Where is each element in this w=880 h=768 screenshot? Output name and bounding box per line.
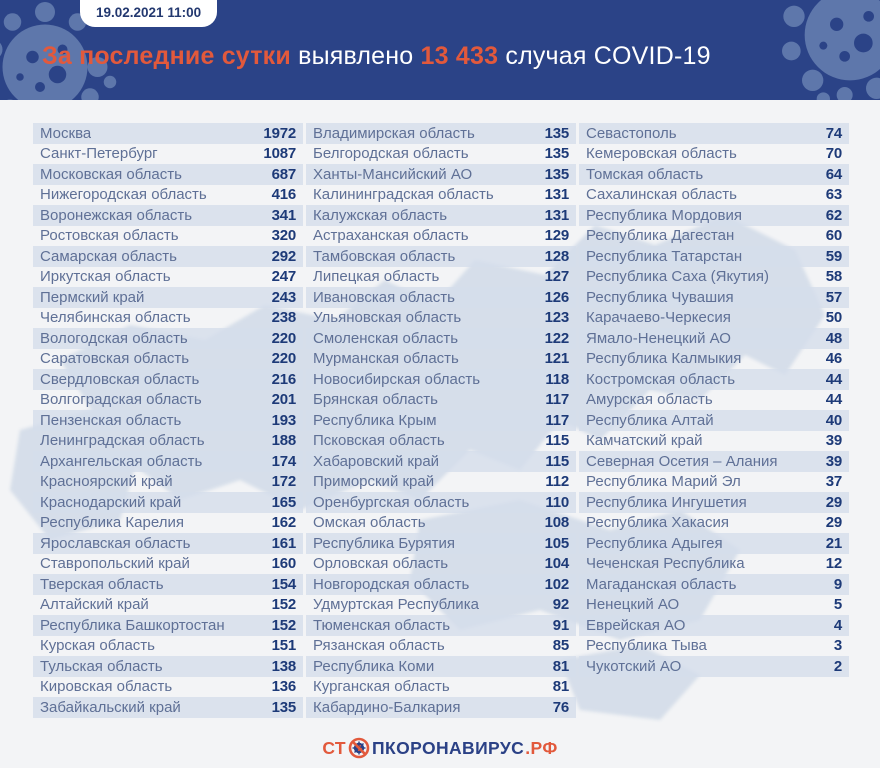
region-name: Республика Чувашия <box>586 288 734 306</box>
region-row <box>33 349 303 370</box>
region-row <box>33 144 303 165</box>
region-name: Северная Осетия – Алания <box>586 452 778 470</box>
region-value: 81 <box>552 657 569 675</box>
region-name: Рязанская область <box>313 637 445 655</box>
region-value: 160 <box>271 555 296 573</box>
region-row <box>306 390 576 411</box>
region-name: Воронежская область <box>40 206 193 224</box>
region-name: Республика Хакасия <box>586 514 730 532</box>
region-row <box>306 287 576 308</box>
region-name: Новосибирская область <box>313 370 481 388</box>
region-name: Кировская область <box>40 678 173 696</box>
region-value: 81 <box>552 678 569 696</box>
region-row <box>579 205 849 226</box>
region-row <box>33 677 303 698</box>
region-name: Чукотский АО <box>586 657 682 675</box>
region-value: 118 <box>545 370 569 388</box>
region-name: Магаданская область <box>586 575 737 593</box>
region-value: 44 <box>825 370 842 388</box>
region-name: Республика Бурятия <box>313 534 455 552</box>
region-value: 247 <box>271 268 296 286</box>
region-row <box>579 513 849 534</box>
region-row <box>306 451 576 472</box>
region-row <box>33 574 303 595</box>
region-row <box>306 205 576 226</box>
region-name: Томская область <box>586 165 704 183</box>
region-name: Астраханская область <box>313 227 469 245</box>
region-row <box>306 677 576 698</box>
region-row <box>579 595 849 616</box>
region-row <box>579 554 849 575</box>
region-value: 238 <box>271 309 296 327</box>
region-name: Архангельская область <box>40 452 203 470</box>
region-row <box>33 369 303 390</box>
stats-column <box>579 123 849 677</box>
region-row <box>306 267 576 288</box>
region-value: 1972 <box>263 124 296 142</box>
region-row <box>306 636 576 657</box>
footer <box>0 737 880 759</box>
region-value: 136 <box>271 678 296 696</box>
region-name: Иркутская область <box>40 268 171 286</box>
region-row <box>33 554 303 575</box>
region-name: Калужская область <box>313 206 448 224</box>
region-name: Республика Ингушетия <box>586 493 747 511</box>
region-row <box>33 164 303 185</box>
region-name: Республика Адыгея <box>586 534 723 552</box>
region-value: 131 <box>544 186 569 204</box>
region-name: Камчатский край <box>586 432 703 450</box>
region-name: Свердловская область <box>40 370 200 388</box>
page-title <box>42 42 862 71</box>
region-row <box>579 492 849 513</box>
region-value: 63 <box>825 186 842 204</box>
region-value: 91 <box>552 616 569 634</box>
region-row <box>33 185 303 206</box>
region-name: Республика Саха (Якутия) <box>586 268 770 286</box>
region-value: 416 <box>271 186 296 204</box>
region-value: 110 <box>545 493 569 511</box>
region-row <box>33 123 303 144</box>
no-virus-icon <box>348 737 370 759</box>
region-value: 135 <box>544 145 569 163</box>
region-value: 151 <box>271 637 296 655</box>
region-row <box>579 349 849 370</box>
region-row <box>33 697 303 718</box>
region-row <box>33 451 303 472</box>
region-name: Еврейская АО <box>586 616 686 634</box>
region-name: Чеченская Республика <box>586 555 745 573</box>
region-value: 117 <box>545 411 569 429</box>
region-row <box>579 123 849 144</box>
region-value: 9 <box>833 575 842 593</box>
region-name: Новгородская область <box>313 575 470 593</box>
region-name: Краснодарский край <box>40 493 182 511</box>
region-name: Смоленская область <box>313 329 459 347</box>
region-name: Тверская область <box>40 575 164 593</box>
region-name: Карачаево-Черкесия <box>586 309 731 327</box>
region-row <box>579 472 849 493</box>
region-row <box>306 246 576 267</box>
region-row <box>33 267 303 288</box>
region-name: Амурская область <box>586 391 713 409</box>
region-name: Самарская область <box>40 247 177 265</box>
region-name: Забайкальский край <box>40 698 181 716</box>
region-name: Волгоградская область <box>40 391 202 409</box>
region-name: Костромская область <box>586 370 736 388</box>
region-row <box>33 656 303 677</box>
region-row <box>306 615 576 636</box>
region-name: Вологодская область <box>40 329 188 347</box>
region-name: Мурманская область <box>313 350 459 368</box>
region-row <box>33 308 303 329</box>
region-value: 3 <box>833 637 842 655</box>
region-value: 131 <box>544 206 569 224</box>
region-value: 154 <box>271 575 296 593</box>
region-value: 201 <box>271 391 296 409</box>
region-name: Владимирская область <box>313 124 475 142</box>
region-name: Ставропольский край <box>40 555 190 573</box>
region-row <box>306 595 576 616</box>
region-value: 174 <box>271 452 296 470</box>
region-row <box>306 369 576 390</box>
region-name: Республика Татарстан <box>586 247 743 265</box>
logo-middle: ПКОРОНАВИРУС <box>372 737 525 758</box>
region-name: Республика Калмыкия <box>586 350 742 368</box>
region-row <box>579 574 849 595</box>
region-name: Ямало-Ненецкий АО <box>586 329 731 347</box>
region-row <box>33 410 303 431</box>
region-row <box>579 410 849 431</box>
region-row <box>306 472 576 493</box>
region-value: 60 <box>825 227 842 245</box>
stopcoronavirus-logo <box>322 737 557 759</box>
region-value: 292 <box>271 247 296 265</box>
region-row <box>33 390 303 411</box>
region-value: 5 <box>833 596 842 614</box>
region-value: 152 <box>271 596 296 614</box>
title-case-count: 13 433 <box>420 42 499 70</box>
region-name: Пензенская область <box>40 411 182 429</box>
region-value: 85 <box>552 637 569 655</box>
region-value: 117 <box>545 391 569 409</box>
region-name: Республика Марий Эл <box>586 473 741 491</box>
region-name: Красноярский край <box>40 473 173 491</box>
region-value: 121 <box>544 350 569 368</box>
region-value: 2 <box>833 657 842 675</box>
region-row <box>306 554 576 575</box>
region-name: Псковская область <box>313 432 445 450</box>
region-row <box>306 656 576 677</box>
region-row <box>579 533 849 554</box>
region-name: Санкт-Петербург <box>40 145 158 163</box>
region-value: 135 <box>271 698 296 716</box>
region-row <box>579 615 849 636</box>
region-name: Удмуртская Республика <box>313 596 479 614</box>
region-name: Республика Мордовия <box>586 206 742 224</box>
region-row <box>579 451 849 472</box>
logo-suffix: .РФ <box>525 737 558 758</box>
region-row <box>306 308 576 329</box>
region-value: 161 <box>271 534 296 552</box>
region-row <box>579 246 849 267</box>
region-row <box>579 369 849 390</box>
region-value: 152 <box>271 616 296 634</box>
region-row <box>579 267 849 288</box>
region-name: Республика Башкортостан <box>40 616 225 634</box>
region-row <box>306 513 576 534</box>
region-name: Республика Коми <box>313 657 435 675</box>
region-name: Москва <box>40 124 92 142</box>
region-name: Ярославская область <box>40 534 191 552</box>
region-row <box>579 390 849 411</box>
region-value: 129 <box>544 227 569 245</box>
region-row <box>306 164 576 185</box>
region-value: 29 <box>825 493 842 511</box>
region-name: Сахалинская область <box>586 186 737 204</box>
logo-prefix: СТ <box>322 737 347 758</box>
region-name: Курская область <box>40 637 155 655</box>
region-row <box>579 431 849 452</box>
region-name: Ивановская область <box>313 288 455 306</box>
region-name: Липецкая область <box>313 268 440 286</box>
region-row <box>306 328 576 349</box>
region-name: Омская область <box>313 514 426 532</box>
region-value: 220 <box>271 350 296 368</box>
region-name: Кабардино-Балкария <box>313 698 461 716</box>
region-row <box>33 205 303 226</box>
region-name: Тульская область <box>40 657 163 675</box>
region-row <box>33 615 303 636</box>
region-name: Саратовская область <box>40 350 190 368</box>
region-row <box>306 123 576 144</box>
stats-column <box>306 123 576 718</box>
region-name: Брянская область <box>313 391 438 409</box>
region-name: Ульяновская область <box>313 309 462 327</box>
region-name: Хабаровский край <box>313 452 440 470</box>
region-value: 40 <box>825 411 842 429</box>
region-value: 64 <box>825 165 842 183</box>
region-row <box>306 349 576 370</box>
region-name: Севастополь <box>586 124 677 142</box>
region-value: 127 <box>544 268 569 286</box>
title-highlight: За последние сутки <box>42 42 291 70</box>
region-name: Кемеровская область <box>586 145 737 163</box>
region-row <box>306 431 576 452</box>
region-value: 165 <box>271 493 296 511</box>
title-middle: выявлено <box>298 42 414 70</box>
region-value: 320 <box>271 227 296 245</box>
region-name: Орловская область <box>313 555 449 573</box>
region-row <box>579 656 849 677</box>
region-name: Курганская область <box>313 678 450 696</box>
region-row <box>33 431 303 452</box>
region-row <box>33 287 303 308</box>
region-value: 115 <box>545 432 569 450</box>
region-value: 76 <box>552 698 569 716</box>
region-row <box>579 308 849 329</box>
region-value: 4 <box>833 616 842 634</box>
region-row <box>306 492 576 513</box>
region-row <box>33 492 303 513</box>
region-row <box>33 226 303 247</box>
region-value: 44 <box>825 391 842 409</box>
region-row <box>579 328 849 349</box>
region-name: Республика Карелия <box>40 514 184 532</box>
header <box>0 0 880 100</box>
region-value: 243 <box>271 288 296 306</box>
region-value: 37 <box>825 473 842 491</box>
region-name: Челябинская область <box>40 309 191 327</box>
region-value: 135 <box>544 165 569 183</box>
region-name: Ханты-Мансийский АО <box>313 165 473 183</box>
region-name: Тамбовская область <box>313 247 456 265</box>
title-tail: случая COVID-19 <box>505 42 711 70</box>
region-value: 162 <box>271 514 296 532</box>
region-row <box>579 287 849 308</box>
region-value: 59 <box>825 247 842 265</box>
region-name: Оренбургская область <box>313 493 470 511</box>
region-row <box>306 144 576 165</box>
region-name: Республика Дагестан <box>586 227 735 245</box>
region-value: 216 <box>271 370 296 388</box>
region-name: Приморский край <box>313 473 435 491</box>
region-name: Тюменская область <box>313 616 451 634</box>
region-row <box>579 185 849 206</box>
region-row <box>579 144 849 165</box>
region-name: Республика Крым <box>313 411 437 429</box>
region-value: 70 <box>825 145 842 163</box>
region-value: 57 <box>825 288 842 306</box>
region-row <box>33 533 303 554</box>
region-row <box>306 410 576 431</box>
region-value: 58 <box>825 268 842 286</box>
region-value: 12 <box>825 555 842 573</box>
region-row <box>579 164 849 185</box>
region-row <box>33 636 303 657</box>
stats-panel <box>0 100 880 768</box>
region-value: 115 <box>545 452 569 470</box>
region-value: 188 <box>271 432 296 450</box>
region-name: Республика Тыва <box>586 637 707 655</box>
region-value: 128 <box>544 247 569 265</box>
region-value: 39 <box>825 452 842 470</box>
region-row <box>306 185 576 206</box>
region-row <box>306 226 576 247</box>
timestamp-badge: 19.02.2021 11:00 <box>80 0 217 27</box>
region-name: Белгородская область <box>313 145 469 163</box>
region-value: 172 <box>271 473 296 491</box>
region-value: 29 <box>825 514 842 532</box>
region-value: 108 <box>544 514 569 532</box>
region-value: 135 <box>544 124 569 142</box>
region-name: Республика Алтай <box>586 411 714 429</box>
region-value: 74 <box>825 124 842 142</box>
region-name: Ненецкий АО <box>586 596 680 614</box>
region-value: 123 <box>544 309 569 327</box>
region-name: Нижегородская область <box>40 186 207 204</box>
region-name: Московская область <box>40 165 182 183</box>
region-row <box>33 328 303 349</box>
region-row <box>33 246 303 267</box>
region-name: Ленинградская область <box>40 432 205 450</box>
region-row <box>579 636 849 657</box>
region-row <box>306 697 576 718</box>
region-value: 105 <box>544 534 569 552</box>
region-value: 122 <box>544 329 569 347</box>
region-name: Калининградская область <box>313 186 494 204</box>
region-value: 193 <box>271 411 296 429</box>
region-name: Ростовская область <box>40 227 179 245</box>
region-value: 341 <box>271 206 296 224</box>
region-value: 112 <box>545 473 569 491</box>
region-name: Алтайский край <box>40 596 149 614</box>
region-value: 92 <box>552 596 569 614</box>
region-row <box>306 533 576 554</box>
region-value: 46 <box>825 350 842 368</box>
region-value: 39 <box>825 432 842 450</box>
region-value: 48 <box>825 329 842 347</box>
region-row <box>33 472 303 493</box>
region-value: 104 <box>544 555 569 573</box>
region-value: 687 <box>271 165 296 183</box>
region-value: 50 <box>825 309 842 327</box>
region-row <box>306 574 576 595</box>
region-row <box>33 595 303 616</box>
region-row <box>579 226 849 247</box>
region-value: 126 <box>544 288 569 306</box>
region-value: 1087 <box>263 145 296 163</box>
region-name: Пермский край <box>40 288 145 306</box>
region-value: 102 <box>544 575 569 593</box>
region-row <box>33 513 303 534</box>
region-value: 220 <box>271 329 296 347</box>
region-value: 62 <box>825 206 842 224</box>
region-value: 21 <box>825 534 842 552</box>
region-value: 138 <box>271 657 296 675</box>
stats-column <box>33 123 303 718</box>
